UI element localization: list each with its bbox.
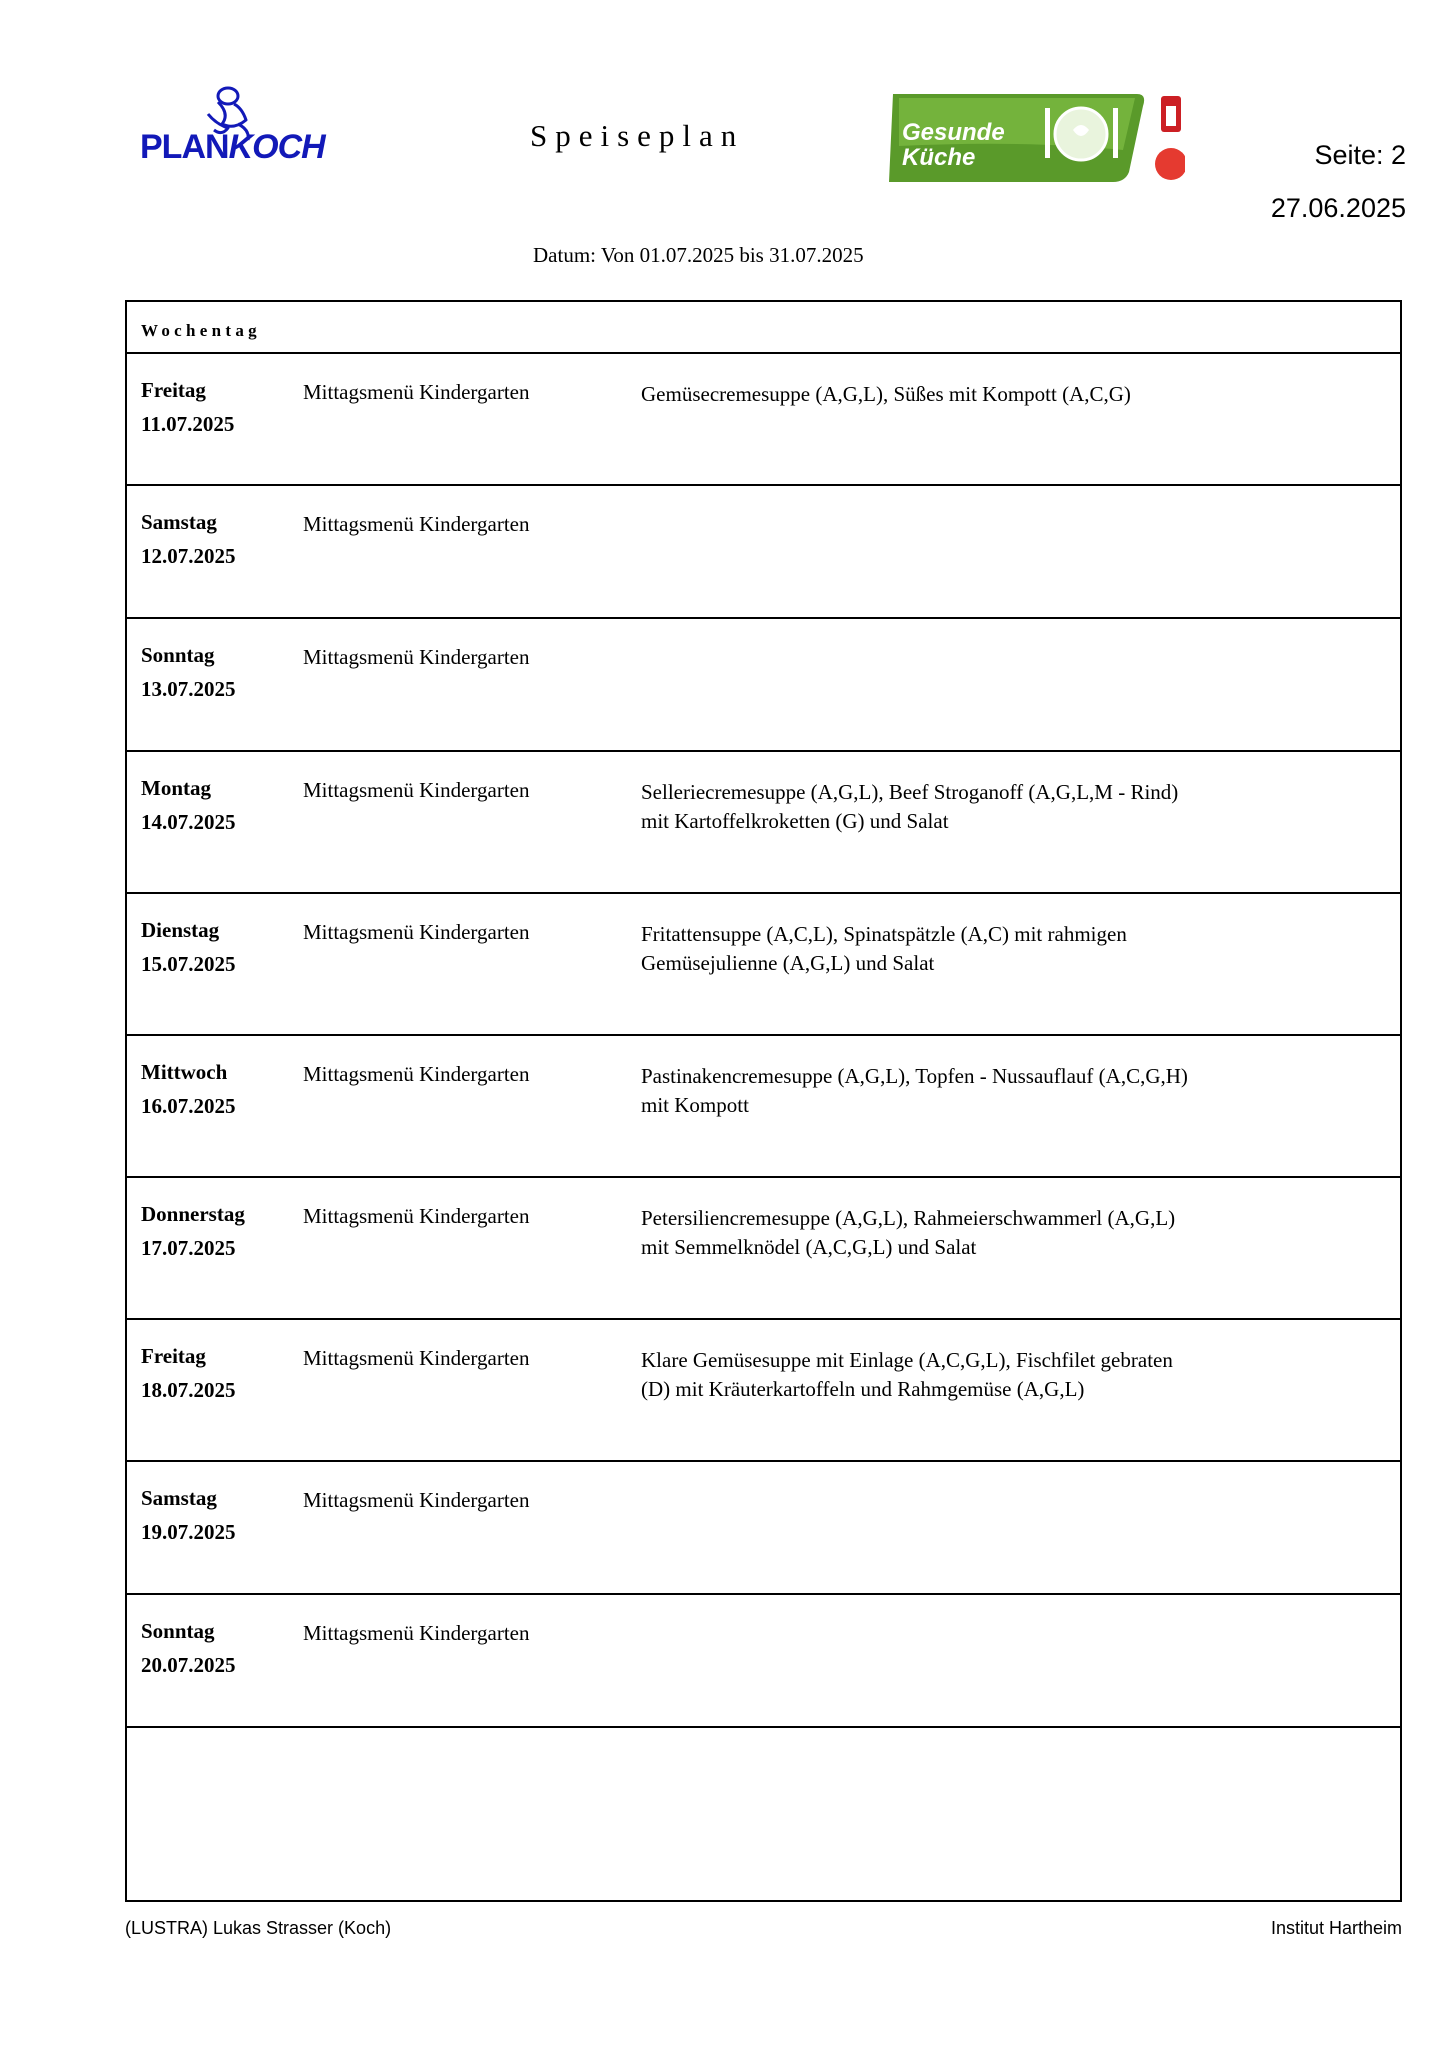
dish-description	[641, 1204, 1261, 1262]
weekday-name: Sonntag	[141, 643, 215, 667]
dish-line: Fritattensuppe (A,C,L), Spinatspätzle (A,C) mit rahmigen	[641, 922, 1127, 946]
dish-line: Pastinakencremesuppe (A,G,L), Topfen - Nussauflauf (A,C,G,H)	[641, 1064, 1188, 1088]
weekday-name: Sonntag	[141, 1619, 215, 1643]
weekday-name: Mittwoch	[141, 1060, 228, 1084]
weekday-date: 12.07.2025	[141, 544, 236, 568]
weekday-name: Dienstag	[141, 918, 220, 942]
dish-line: mit Kartoffelkroketten (G) und Salat	[641, 809, 949, 833]
dish-line: mit Semmelknödel (A,C,G,L) und Salat	[641, 1235, 977, 1259]
plankoch-logo-text: PLANKOCH	[140, 128, 325, 166]
weekday-date: 15.07.2025	[141, 952, 236, 976]
table-row	[127, 1462, 1400, 1595]
table-row	[127, 1036, 1400, 1178]
weekday-date: 20.07.2025	[141, 1653, 236, 1677]
weekday-name: Samstag	[141, 510, 217, 534]
menu-type: Mittagsmenü Kindergarten	[303, 1062, 530, 1086]
dish-line: Petersiliencremesuppe (A,G,L), Rahmeierschwammerl (A,G,L)	[641, 1206, 1176, 1230]
menu-type: Mittagsmenü Kindergarten	[303, 920, 530, 944]
menu-type: Mittagsmenü Kindergarten	[303, 645, 530, 669]
menu-type: Mittagsmenü Kindergarten	[303, 1488, 530, 1512]
table-row	[127, 354, 1400, 486]
date-range: Datum: Von 01.07.2025 bis 31.07.2025	[533, 243, 864, 267]
dish-description	[641, 1062, 1261, 1120]
menu-type: Mittagsmenü Kindergarten	[303, 778, 530, 802]
weekday-name: Freitag	[141, 378, 206, 402]
dish-line: Gemüsecremesuppe (A,G,L), Süßes mit Kompott (A,C,G)	[641, 382, 1131, 406]
print-date: 27.06.2025	[1270, 193, 1406, 223]
plankoch-logo	[138, 84, 343, 170]
weekday-date: 13.07.2025	[141, 677, 236, 701]
weekday-date: 19.07.2025	[141, 1520, 236, 1544]
table-row	[127, 486, 1400, 619]
weekday-name: Montag	[141, 776, 211, 800]
dish-line: Klare Gemüsesuppe mit Einlage (A,C,G,L), Fischfilet gebraten	[641, 1348, 1173, 1372]
dish-line: mit Kompott	[641, 1093, 749, 1117]
dish-line: Selleriecremesuppe (A,G,L), Beef Stroganoff (A,G,L,M - Rind)	[641, 780, 1179, 804]
menu-type: Mittagsmenü Kindergarten	[303, 380, 530, 404]
dish-description	[641, 778, 1261, 836]
menu-type: Mittagsmenü Kindergarten	[303, 1204, 530, 1228]
weekday-date: 16.07.2025	[141, 1094, 236, 1118]
table-row	[127, 752, 1400, 894]
dish-line: (D) mit Kräuterkartoffeln und Rahmgemüse (A,G,L)	[641, 1377, 1085, 1401]
footer-author: (LUSTRA) Lukas Strasser (Koch)	[125, 1918, 392, 1938]
weekday-date: 18.07.2025	[141, 1378, 236, 1402]
weekday-date: 14.07.2025	[141, 810, 236, 834]
table-header-row	[127, 302, 1400, 354]
weekday-column-header: Wochentag	[141, 321, 261, 340]
footer-institution: Institut Hartheim	[1270, 1918, 1402, 1938]
weekday-name: Samstag	[141, 1486, 217, 1510]
gesunde-kueche-logo-text: Gesunde Küche	[902, 119, 1005, 171]
weekday-date: 11.07.2025	[141, 412, 235, 436]
table-row	[127, 619, 1400, 752]
page-number: Seite: 2	[1314, 140, 1406, 170]
menu-type: Mittagsmenü Kindergarten	[303, 1621, 530, 1645]
page-title: Speiseplan	[530, 118, 745, 153]
menu-type: Mittagsmenü Kindergarten	[303, 1346, 530, 1370]
table-row	[127, 1595, 1400, 1728]
menu-table	[125, 300, 1402, 1902]
gesunde-kueche-logo	[885, 90, 1185, 190]
table-row	[127, 1320, 1400, 1462]
dish-description	[641, 380, 1261, 409]
table-row	[127, 894, 1400, 1036]
weekday-name: Freitag	[141, 1344, 206, 1368]
weekday-date: 17.07.2025	[141, 1236, 236, 1260]
menu-type: Mittagsmenü Kindergarten	[303, 512, 530, 536]
weekday-name: Donnerstag	[141, 1202, 245, 1226]
table-row	[127, 1178, 1400, 1320]
dish-line: Gemüsejulienne (A,G,L) und Salat	[641, 951, 935, 975]
dish-description	[641, 920, 1261, 978]
dish-description	[641, 1346, 1261, 1404]
